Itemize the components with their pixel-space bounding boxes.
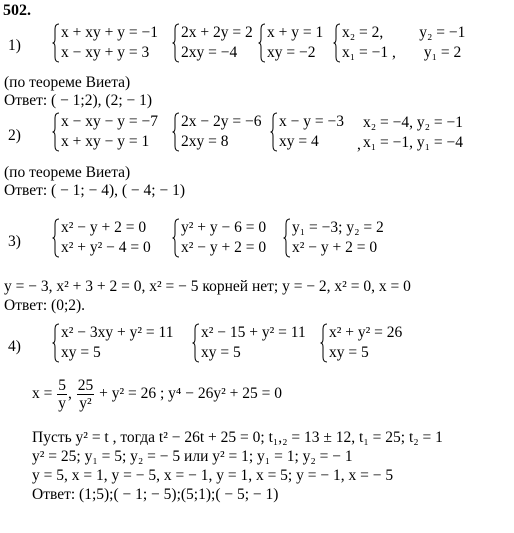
part-4-answer: Ответ: (1;5);( − 1; − 5);(5;1);( − 5; − 1) xyxy=(32,486,279,503)
part-4-substitution: x = $\frac{5}{y}$ , $\frac{25}{\text{y²}}$ + y² = 26 ; y⁴ − 26y² + 25 = 0 xyxy=(32,376,282,412)
brace-icon xyxy=(52,112,58,152)
part-3-label: 3) xyxy=(8,233,21,250)
fraction-5-over-y: $\frac{5}{y}$ xyxy=(58,376,66,412)
equation: x + xy + y = −1 xyxy=(61,24,158,41)
brace-icon xyxy=(283,218,289,258)
part-3-system-1 xyxy=(52,218,151,258)
part-4-system-1 xyxy=(52,323,173,363)
root-x1: x₁ = −1 , xyxy=(342,44,396,61)
brace-icon xyxy=(258,23,264,63)
brace-icon xyxy=(333,23,339,63)
equation: 2x + 2y = 2 xyxy=(181,24,253,41)
part-2-note: (по теореме Виета) xyxy=(4,164,131,181)
part-2-comma: , xyxy=(357,136,361,153)
part-3-system-3 xyxy=(283,218,384,258)
part-2-answer: Ответ: ( − 1; − 4), ( − 4; − 1) xyxy=(4,182,186,199)
brace-icon xyxy=(172,112,178,152)
equation: x² − y + 2 = 0 xyxy=(181,239,267,256)
brace-icon xyxy=(192,323,198,363)
part-4-system-3 xyxy=(320,323,402,363)
equation: x − xy + y = 3 xyxy=(61,44,150,61)
equation: y² + y − 6 = 0 xyxy=(181,219,267,236)
part-1-answer: Ответ: ( − 1;2), (2; − 1) xyxy=(4,92,153,109)
x-equals: x = xyxy=(32,385,53,402)
equation: xy = 5 xyxy=(201,344,241,361)
part-1-note: (по теореме Виета) xyxy=(4,74,131,91)
part-1-label: 1) xyxy=(8,37,21,54)
part-2-roots-row-1: x₂ = −4, y₂ = −1 xyxy=(363,114,464,131)
part-4-system-2 xyxy=(192,323,306,363)
biquadratic-equation: + y² = 26 ; y⁴ − 26y² + 25 = 0 xyxy=(99,385,282,402)
equation: 2xy = −4 xyxy=(181,44,238,61)
equation: 2x − 2y = −6 xyxy=(181,113,262,130)
problem-number: 502. xyxy=(3,2,31,19)
equation: x² − y + 2 = 0 xyxy=(292,239,378,256)
equation: x + y = 1 xyxy=(267,24,324,41)
part-1-system-2 xyxy=(172,23,253,63)
part-4-line-3: y = 5, x = 1, y = − 5, x = − 1, y = 1, x = 5; y = − 1, x = − 5 xyxy=(32,467,394,484)
equation: x − xy − y = −7 xyxy=(61,113,158,130)
brace-icon xyxy=(52,23,58,63)
equation: x² − y + 2 = 0 xyxy=(61,219,147,236)
part-4-line-1: Пусть y² = t , тогда t² − 26t + 25 = 0; t₁,₂ = 13 ± 12, t₁ = 25; t₂ = 1 xyxy=(32,429,443,446)
part-2-label: 2) xyxy=(8,127,21,144)
equation: xy = 5 xyxy=(61,344,101,361)
equation: x² + y² = 26 xyxy=(329,324,403,341)
equation: x² − 15 + y² = 11 xyxy=(201,324,306,341)
part-4-label: 4) xyxy=(8,338,21,355)
equation: x + xy − y = 1 xyxy=(61,133,150,150)
part-2-system-2 xyxy=(172,112,261,152)
part-3-system-2 xyxy=(172,218,266,258)
equation: 2xy = 8 xyxy=(181,133,229,150)
part-2-system-1 xyxy=(52,112,158,152)
part-2-roots-row-2: x₁ = −1, y₁ = −4 xyxy=(363,134,464,151)
equation: xy = −2 xyxy=(267,44,316,61)
equation: x − y = −3 xyxy=(279,113,344,130)
equation: xy = 5 xyxy=(329,344,369,361)
brace-icon xyxy=(320,323,326,363)
part-1-system-3 xyxy=(258,23,323,63)
part-1-system-4 xyxy=(333,23,465,63)
brace-icon xyxy=(52,218,58,258)
equation: xy = 4 xyxy=(279,133,319,150)
root-x2: x₂ = 2, xyxy=(342,24,384,41)
brace-icon xyxy=(52,323,58,363)
brace-icon xyxy=(172,218,178,258)
fraction-25-over-y2: $\frac{25}{\text{y²}}$ xyxy=(77,376,94,412)
part-3-analysis: y = − 3, x² + 3 + 2 = 0, x² = − 5 корней нет; y = − 2, x² = 0, x = 0 xyxy=(4,278,411,295)
part-1-system-1 xyxy=(52,23,158,63)
equation: x² − 3xy + y² = 11 xyxy=(61,324,174,341)
equation: y₁ = −3; y₂ = 2 xyxy=(292,219,384,236)
part-2-system-3 xyxy=(270,112,344,152)
brace-icon xyxy=(270,112,276,152)
root-y2: y₂ = −1 xyxy=(419,24,466,41)
brace-icon xyxy=(172,23,178,63)
root-y1: y₁ = 2 xyxy=(423,44,462,61)
part-4-line-2: y² = 25; y₁ = 5; y₂ = − 5 или y² = 1; y₁ = 1; y₂ = − 1 xyxy=(32,448,353,465)
part-3-answer: Ответ: (0;2). xyxy=(4,297,86,314)
equation: x² + y² − 4 = 0 xyxy=(61,239,151,256)
